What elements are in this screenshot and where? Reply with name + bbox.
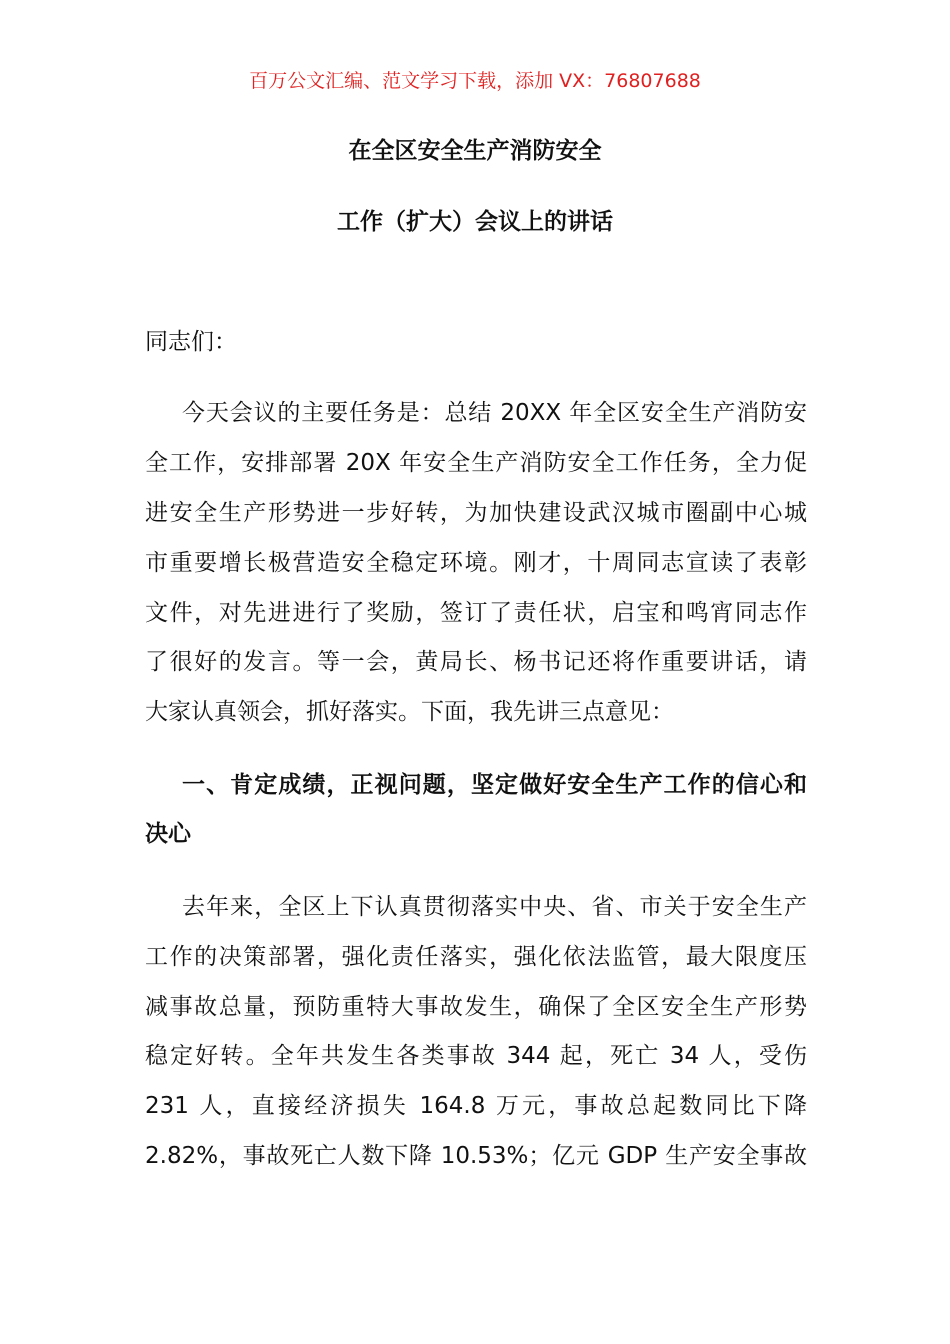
- paragraph2-line: 去年来，全区上下认真贯彻落实中央、省、市关于安全生产: [182, 894, 807, 920]
- paragraph1-line: 今天会议的主要任务是：总结 20XX 年全区安全生产消防安: [182, 400, 807, 426]
- paragraph1-line: 文件，对先进进行了奖励，签订了责任状，启宝和鸣宵同志作: [145, 600, 807, 626]
- paragraph1-line: 市重要增长极营造安全稳定环境。刚才，十周同志宣读了表彰: [145, 550, 807, 576]
- paragraph2-line: 工作的决策部署，强化责任落实，强化依法监管，最大限度压: [145, 944, 807, 970]
- header-watermark: 百万公文汇编、范文学习下载，添加 VX：76807688: [249, 70, 701, 92]
- paragraph1-line: 了很好的发言。等一会，黄局长、杨书记还将作重要讲话，请: [145, 649, 807, 675]
- paragraph1-line: 大家认真领会，抓好落实。下面，我先讲三点意见：: [145, 699, 674, 725]
- paragraph2-line: 231 人，直接经济损失 164.8 万元，事故总起数同比下降: [145, 1093, 807, 1119]
- section-heading-line: 一、肯定成绩，正视问题，坚定做好安全生产工作的信心和: [182, 772, 807, 798]
- paragraph1-line: 进安全生产形势进一步好转，为加快建设武汉城市圈副中心城: [145, 500, 807, 526]
- paragraph2-line: 稳定好转。全年共发生各类事故 344 起，死亡 34 人，受伤: [145, 1043, 807, 1069]
- title-line-2: 工作（扩大）会议上的讲话: [337, 209, 613, 235]
- paragraph2-line: 减事故总量，预防重特大事故发生，确保了全区安全生产形势: [145, 994, 807, 1020]
- paragraph1-line: 全工作，安排部署 20X 年安全生产消防安全工作任务，全力促: [145, 450, 807, 476]
- paragraph2-line: 2.82%，事故死亡人数下降 10.53%；亿元 GDP 生产安全事故: [145, 1143, 807, 1169]
- section-heading-line: 决心: [145, 821, 191, 847]
- title-line-1: 在全区安全生产消防安全: [348, 138, 602, 164]
- salutation: 同志们：: [145, 329, 237, 355]
